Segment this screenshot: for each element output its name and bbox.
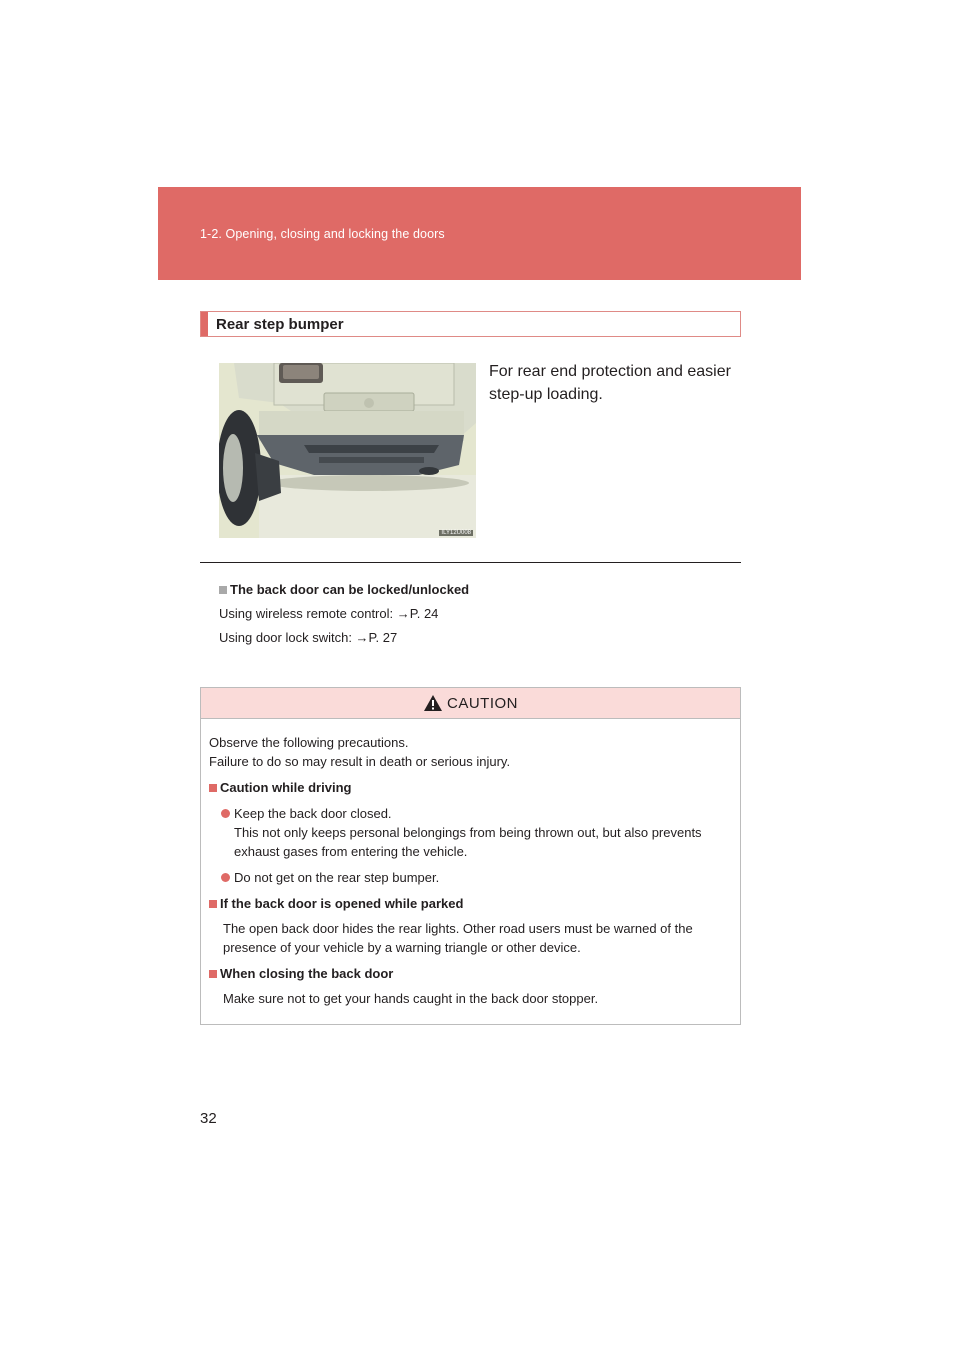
rear-bumper-illustration [219,363,476,538]
note-block [219,582,739,645]
bullet-lead: Keep the back door closed. [234,806,392,821]
section-breadcrumb: 1-2. Opening, closing and locking the doors [200,227,445,241]
caution-bullet [209,804,734,861]
figure-description [489,360,749,406]
caution-line: The open back door hides the rear lights. Other road users must be warned of the [223,921,693,936]
round-bullet-icon [221,809,230,818]
bullet-line: This not only keeps personal belongings from being thrown out, but also prevents [234,825,702,840]
caution-body [201,719,740,1008]
caution-paragraph [209,989,734,1008]
note-heading-row [219,582,739,597]
caution-line: presence of your vehicle by a warning triangle or other device. [223,940,581,955]
caution-title: CAUTION [447,694,518,712]
caution-box [200,687,741,1025]
square-bullet-icon [219,586,227,594]
caution-paragraph [209,919,734,957]
note-line: Using wireless remote control: →P. 24 [219,606,439,621]
caution-subheading: When closing the back door [220,966,394,981]
note-line: Using door lock switch: →P. 27 [219,630,398,645]
caution-intro-line: Failure to do so may result in death or serious injury. [209,754,511,769]
caution-bullet [209,868,734,887]
caution-header [201,688,740,719]
note-heading: The back door can be locked/unlocked [230,582,470,597]
square-bullet-icon [209,900,217,908]
caution-subheading-row [209,964,734,983]
section-title-bar [201,312,208,336]
figure-code: ILY12U008 [441,530,471,536]
caution-intro-line: Observe the following precautions. [209,735,409,750]
caution-subheading: If the back door is opened while parked [220,896,464,911]
caution-subheading: Caution while driving [220,780,352,795]
section-divider [200,562,741,563]
bullet-line: exhaust gases from entering the vehicle. [234,844,468,859]
round-bullet-icon [221,873,230,882]
bullet-lead: Do not get on the rear step bumper. [234,870,440,885]
rear-bumper-image [219,363,476,538]
caution-subheading-row [209,778,734,797]
section-title: Rear step bumper [216,316,344,333]
description-line: step-up loading. [489,386,603,403]
square-bullet-icon [209,970,217,978]
warning-triangle-icon [423,694,443,712]
description-line: For rear end protection and easier [489,363,731,380]
header-band [158,187,801,280]
section-title-box [200,311,741,337]
page-number: 32 [200,1110,217,1127]
caution-subheading-row [209,894,734,913]
caution-line: Make sure not to get your hands caught in the back door stopper. [223,991,599,1006]
square-bullet-icon [209,784,217,792]
